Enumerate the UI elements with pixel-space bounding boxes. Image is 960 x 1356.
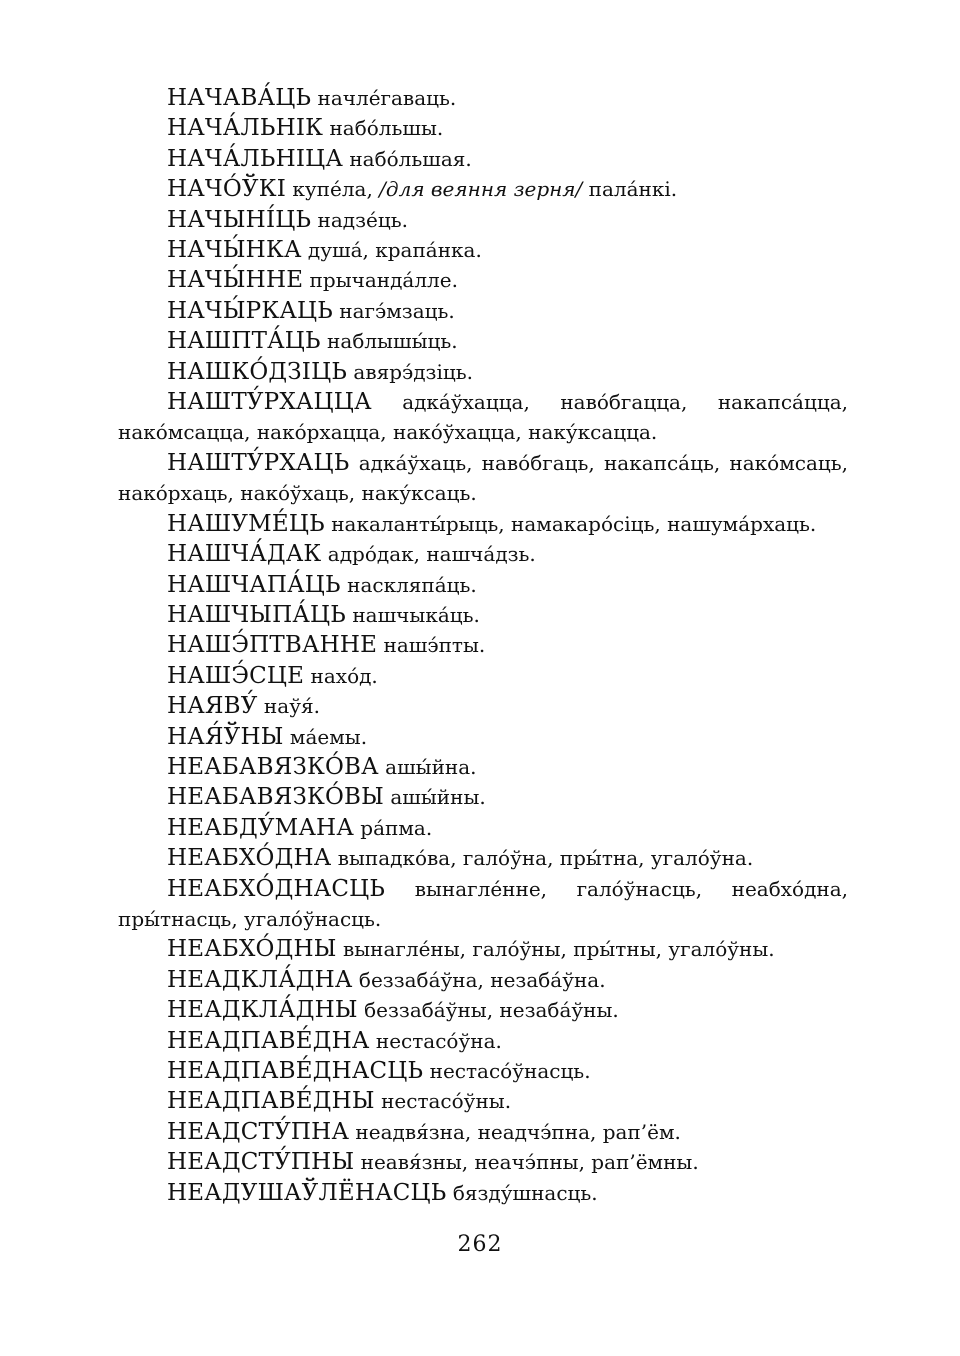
entry-headword: НЕАДСТУ́ПНЫ bbox=[167, 1149, 355, 1176]
dictionary-entry bbox=[118, 1117, 848, 1147]
entry-headword: НЕАДУШАЎЛЁНАСЦЬ bbox=[167, 1179, 447, 1206]
dictionary-entry bbox=[118, 326, 848, 356]
dictionary-entry bbox=[118, 782, 848, 812]
dictionary-entry bbox=[118, 752, 848, 782]
dictionary-entry bbox=[118, 296, 848, 326]
entry-headword: НЕАБДУ́МАНА bbox=[167, 814, 354, 841]
dictionary-entry bbox=[118, 600, 848, 630]
entry-headword: НАШТУ́РХАЦЦА bbox=[167, 389, 372, 416]
entry-headword: НЕАДПАВЕ́ДНАСЦЬ bbox=[167, 1058, 424, 1084]
dictionary-entry bbox=[118, 661, 848, 691]
entry-headword: НАЧО́ЎКІ bbox=[167, 176, 287, 203]
entry-headword: НАШКО́ДЗІЦЬ bbox=[167, 358, 348, 385]
entry-headword: НАШЧА́ДАК bbox=[167, 541, 322, 568]
entry-headword: НЕАДПАВЕ́ДНЫ bbox=[167, 1088, 375, 1115]
entry-headword: НЕАБХО́ДНЫ bbox=[167, 936, 337, 963]
entry-headword: НАЧА́ЛЬНІК bbox=[167, 115, 324, 142]
entry-headword: НАШПТА́ЦЬ bbox=[167, 328, 321, 355]
entry-headword: НЕАДПАВЕ́ДНА bbox=[167, 1027, 370, 1054]
entry-definition: нашчыка́ць. bbox=[345, 602, 480, 627]
dictionary-entry bbox=[118, 83, 848, 113]
entry-definition: душа́, крапа́нка. bbox=[301, 238, 482, 263]
entry-headword: НЕАБАВЯЗКО́ВА bbox=[167, 753, 379, 780]
entry-definition-continued: пала́нкі. bbox=[582, 177, 678, 202]
dictionary-entry bbox=[118, 1086, 848, 1116]
entry-definition: ашы́йны. bbox=[383, 785, 486, 810]
entry-headword: НАЯВУ́ bbox=[167, 693, 258, 720]
dictionary-entry bbox=[118, 448, 848, 509]
entry-headword: НЕАДКЛА́ДНА bbox=[167, 966, 353, 993]
entry-definition: надзе́ць. bbox=[311, 207, 408, 232]
entry-headword: НЕАДКЛА́ДНЫ bbox=[167, 997, 358, 1024]
entry-definition: беззаба́ўна, незаба́ўна. bbox=[352, 967, 606, 992]
entry-definition: неавя́зны, неачэ́пны, рап’ёмны. bbox=[354, 1150, 699, 1175]
entry-definition: наскляпа́ць. bbox=[340, 572, 477, 597]
entry-definition: неадвя́зна, неадчэ́пна, рап’ём. bbox=[349, 1119, 681, 1144]
entry-headword: НЕАБХО́ДНАСЦЬ bbox=[167, 875, 386, 902]
entry-headword: НАЧЫНІ́ЦЬ bbox=[167, 206, 312, 233]
dictionary-entry bbox=[118, 934, 848, 964]
dictionary-entry bbox=[118, 813, 848, 843]
entry-definition: беззаба́ўны, незаба́ўны. bbox=[357, 998, 619, 1023]
entry-headword: НАЯ́ЎНЫ bbox=[167, 723, 284, 750]
entry-definition: адка́ўхаць, наво́бгаць, накапса́ць, нако́мсаць, нако́рхаць, нако́ўхаць, наку́ксаць. bbox=[118, 450, 848, 506]
dictionary-entry bbox=[118, 570, 848, 600]
entry-headword: НАЧА́ЛЬНІЦА bbox=[167, 145, 343, 172]
entry-definition: нестасо́ўна. bbox=[369, 1028, 502, 1053]
entry-definition: нестасо́ўны. bbox=[374, 1089, 512, 1114]
dictionary-entry bbox=[118, 691, 848, 721]
entry-definition: набо́льшая. bbox=[342, 146, 472, 171]
dictionary-entry bbox=[118, 174, 848, 204]
entry-definition: наўя́. bbox=[257, 694, 320, 719]
dictionary-entry bbox=[118, 843, 848, 873]
entry-definition: набо́льшы. bbox=[323, 116, 444, 141]
entry-headword: НАШУМЕ́ЦЬ bbox=[167, 510, 325, 537]
entry-definition: ра́пма. bbox=[353, 815, 433, 840]
entry-headword: НАЧАВА́ЦЬ bbox=[167, 85, 312, 111]
entry-definition: авярэ́дзіць. bbox=[347, 359, 473, 384]
dictionary-entry bbox=[118, 539, 848, 569]
entry-definition: адро́дак, нашча́дзь. bbox=[321, 542, 536, 567]
entry-headword: НАЧЫ́РКАЦЬ bbox=[167, 297, 333, 324]
entry-definition: купе́ла, bbox=[286, 177, 380, 202]
entry-definition: нестасо́ўнасць. bbox=[423, 1059, 591, 1083]
entry-definition: накаланты́рыць, намакаро́сіць, нашума́рхаць. bbox=[324, 511, 817, 536]
dictionary-entry bbox=[118, 144, 848, 174]
entry-definition: вынагле́ны, гало́ўны, пры́тны, угало́ўны. bbox=[336, 937, 775, 962]
dictionary-entry bbox=[118, 387, 848, 448]
entry-definition: вынагле́нне, гало́ўнасць, неабхо́дна, пры́тнасць, угало́ўнасць. bbox=[118, 876, 848, 931]
dictionary-entry bbox=[118, 1026, 848, 1056]
dictionary-entries bbox=[118, 83, 848, 1208]
dictionary-entry bbox=[118, 205, 848, 235]
entry-headword: НАЧЫ́НКА bbox=[167, 237, 302, 264]
entry-definition: выпадко́ва, гало́ўна, пры́тна, угало́ўна. bbox=[331, 846, 754, 871]
entry-definition: наблышы́ць. bbox=[320, 329, 458, 354]
dictionary-entry bbox=[118, 630, 848, 660]
entry-definition: бязду́шнасць. bbox=[446, 1180, 598, 1205]
entry-headword: НАШЧАПА́ЦЬ bbox=[167, 571, 341, 598]
dictionary-entry bbox=[118, 235, 848, 265]
entry-headword: НЕАДСТУ́ПНА bbox=[167, 1118, 350, 1145]
entry-definition: адка́ўхацца, наво́бгацца, накапса́цца, нако́мсацца, нако́рхацца, нако́ўхацца, наку́ксацца. bbox=[118, 390, 848, 445]
page-number: 262 bbox=[457, 1232, 503, 1257]
dictionary-entry bbox=[118, 113, 848, 143]
dictionary-entry bbox=[118, 722, 848, 752]
entry-definition: начле́гаваць. bbox=[311, 86, 457, 110]
dictionary-entry bbox=[118, 1178, 848, 1208]
entry-definition: нагэ́мзаць. bbox=[332, 298, 455, 323]
dictionary-entry bbox=[118, 965, 848, 995]
entry-headword: НАШЭ́СЦЕ bbox=[167, 662, 305, 689]
entry-headword: НАШЭ́ПТВАННЕ bbox=[167, 632, 378, 659]
entry-headword: НАШЧЫПА́ЦЬ bbox=[167, 601, 346, 628]
entry-definition: нашэ́пты. bbox=[377, 633, 486, 658]
entry-headword: НЕАБХО́ДНА bbox=[167, 845, 332, 872]
dictionary-entry bbox=[118, 874, 848, 935]
entry-headword: НАШТУ́РХАЦЬ bbox=[167, 449, 350, 476]
entry-note: /для веяння зерня/ bbox=[379, 177, 583, 202]
dictionary-entry bbox=[118, 1056, 848, 1086]
entry-definition: ма́емы. bbox=[283, 724, 368, 749]
dictionary-entry bbox=[118, 1147, 848, 1177]
dictionary-entry bbox=[118, 357, 848, 387]
entry-headword: НАЧЫ́ННЕ bbox=[167, 267, 304, 294]
entry-headword: НЕАБАВЯЗКО́ВЫ bbox=[167, 784, 384, 811]
entry-definition: ашы́йна. bbox=[378, 754, 477, 779]
dictionary-entry bbox=[118, 995, 848, 1025]
entry-definition: прычанда́лле. bbox=[303, 268, 458, 293]
entry-definition: нахо́д. bbox=[304, 663, 378, 688]
dictionary-entry bbox=[118, 509, 848, 539]
dictionary-entry bbox=[118, 265, 848, 295]
